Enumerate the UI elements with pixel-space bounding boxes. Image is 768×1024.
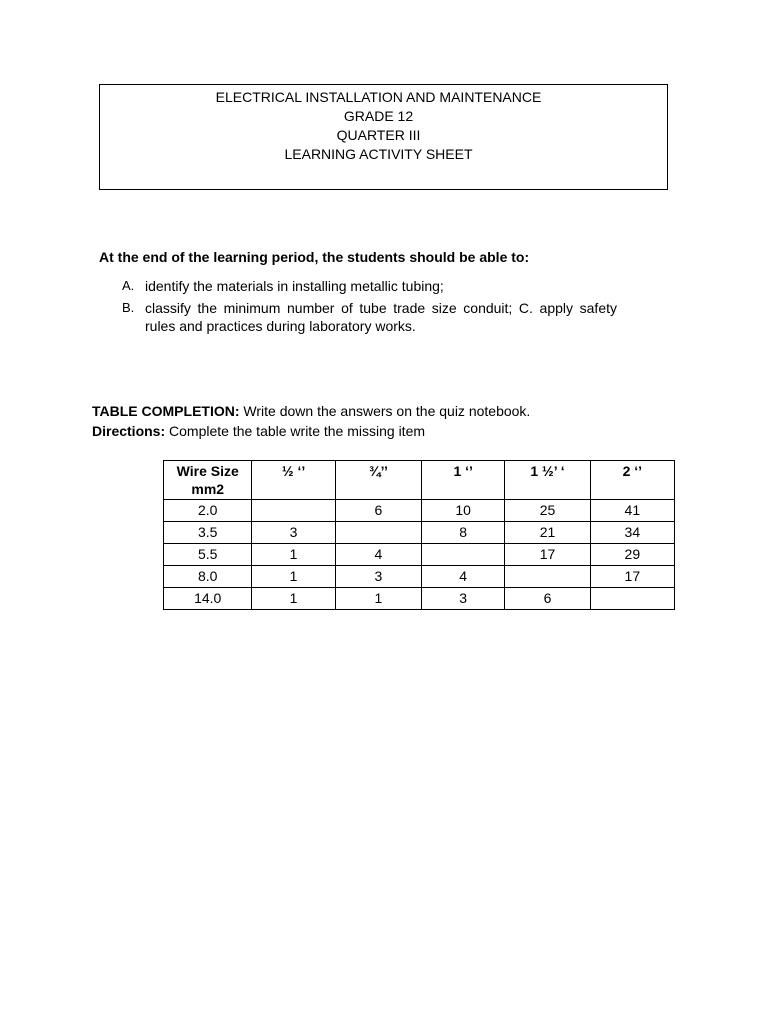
table-completion-label: TABLE COMPLETION:	[92, 403, 240, 419]
table-cell: 1	[252, 544, 335, 566]
table-cell: 1	[335, 588, 421, 610]
table-cell: 21	[505, 522, 590, 544]
table-cell: 25	[505, 500, 590, 522]
header-one-and-half-inch: 1 ½’ ‘	[505, 461, 590, 500]
table-cell: 6	[505, 588, 590, 610]
wire-conduit-table	[163, 460, 675, 610]
table-cell: 14.0	[164, 588, 252, 610]
instructions	[92, 401, 530, 441]
objective-item-b	[122, 299, 617, 335]
table-cell	[505, 566, 590, 588]
table-cell: 17	[590, 566, 674, 588]
table-cell: 4	[335, 544, 421, 566]
table-row	[164, 522, 675, 544]
title-box	[99, 84, 668, 190]
table-cell: 3	[335, 566, 421, 588]
table-completion-line	[92, 401, 530, 421]
table-row	[164, 544, 675, 566]
table-cell: 3.5	[164, 522, 252, 544]
directions-label: Directions:	[92, 423, 166, 439]
table-row	[164, 500, 675, 522]
table-cell	[335, 522, 421, 544]
header-half-inch: ½ ‘’	[252, 461, 335, 500]
table-cell: 6	[335, 500, 421, 522]
directions-text: Complete the table write the missing item	[165, 423, 426, 439]
quarter: QUARTER III	[336, 127, 421, 143]
objective-text: classify the minimum number of tube trade size conduit; C. apply safety rules and practices during laboratory works.	[145, 300, 617, 334]
table-cell: 1	[252, 588, 335, 610]
objective-marker: A.	[122, 278, 135, 293]
table-cell	[590, 588, 674, 610]
table-cell: 3	[422, 588, 505, 610]
objective-marker: B.	[122, 300, 135, 315]
sheet-title: LEARNING ACTIVITY SHEET	[284, 146, 473, 162]
table-cell: 41	[590, 500, 674, 522]
directions-line	[92, 421, 530, 441]
table-cell: 1	[252, 566, 335, 588]
table-cell: 8	[422, 522, 505, 544]
objective-text: identify the materials in installing metallic tubing;	[145, 278, 444, 294]
table-header-row	[164, 461, 675, 500]
table-cell: 2.0	[164, 500, 252, 522]
table-cell	[422, 544, 505, 566]
table-cell: 34	[590, 522, 674, 544]
table-cell: 17	[505, 544, 590, 566]
table-cell	[252, 500, 335, 522]
header-three-quarter-inch: ¾’’	[335, 461, 421, 500]
grade-level: GRADE 12	[343, 108, 414, 124]
header-one-inch: 1 ‘’	[422, 461, 505, 500]
objectives-heading: At the end of the learning period, the students should be able to:	[99, 249, 530, 265]
header-two-inch: 2 ‘’	[590, 461, 674, 500]
table-completion-text: Write down the answers on the quiz notebook.	[239, 403, 531, 419]
objectives-list	[122, 277, 617, 339]
table-cell: 10	[422, 500, 505, 522]
subject-title: ELECTRICAL INSTALLATION AND MAINTENANCE	[215, 89, 542, 105]
table-row	[164, 566, 675, 588]
objective-item-a	[122, 277, 617, 295]
header-wire-size: Wire Size mm2	[164, 461, 252, 500]
table-cell: 5.5	[164, 544, 252, 566]
table-cell: 29	[590, 544, 674, 566]
table-cell: 3	[252, 522, 335, 544]
table-row	[164, 588, 675, 610]
table-cell: 8.0	[164, 566, 252, 588]
table-cell: 4	[422, 566, 505, 588]
